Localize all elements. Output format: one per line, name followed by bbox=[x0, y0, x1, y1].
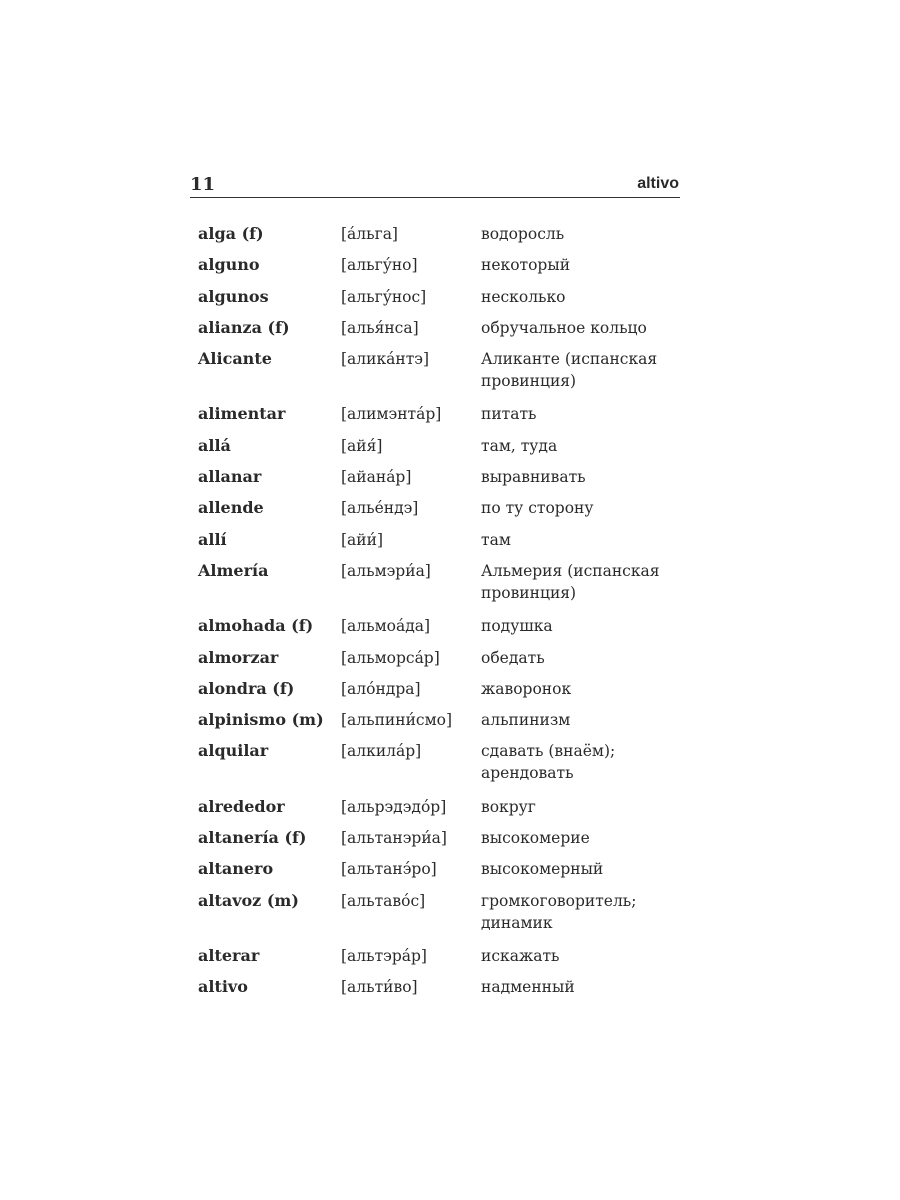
entry-translation: питать bbox=[481, 405, 537, 424]
entry-pronunciation: [алкила́р] bbox=[341, 742, 422, 761]
entry-word: algunos bbox=[198, 286, 269, 306]
dictionary-entry bbox=[198, 740, 680, 784]
entry-pronunciation: [алимэнта́р] bbox=[341, 405, 442, 424]
dictionary-entry bbox=[198, 223, 680, 245]
entry-translation: альпинизм bbox=[481, 711, 571, 730]
dictionary-entry bbox=[198, 976, 680, 998]
entry-pronunciation: [айана́р] bbox=[341, 468, 412, 487]
entry-word: almohada (f) bbox=[198, 616, 314, 636]
entry-pronunciation: [а́льга] bbox=[341, 225, 398, 243]
dictionary-entry bbox=[198, 560, 680, 604]
dictionary-entries bbox=[198, 223, 680, 1008]
entry-word: alpinismo (m) bbox=[198, 710, 324, 730]
entry-pronunciation: [альтанэ́ро] bbox=[341, 860, 437, 879]
entry-pronunciation: [алика́нтэ] bbox=[341, 350, 430, 369]
dictionary-entry bbox=[198, 615, 680, 637]
entry-translation: там bbox=[481, 530, 511, 549]
dictionary-entry bbox=[198, 858, 680, 880]
entry-word: altivo bbox=[198, 977, 248, 997]
entry-word: allí bbox=[198, 529, 227, 549]
entry-word: almorzar bbox=[198, 647, 279, 667]
entry-pronunciation: [альпини́смо] bbox=[341, 711, 453, 730]
dictionary-entry bbox=[198, 709, 680, 731]
entry-translation: Аликанте (испанская провинция) bbox=[481, 350, 658, 391]
running-head: altivo bbox=[637, 175, 679, 192]
dictionary-entry bbox=[198, 497, 680, 519]
dictionary-entry bbox=[198, 254, 680, 276]
entry-pronunciation: [айя́] bbox=[341, 436, 383, 455]
entry-pronunciation: [ало́ндра] bbox=[341, 679, 421, 698]
entry-word: alga (f) bbox=[198, 224, 264, 243]
entry-pronunciation: [альтанэри́а] bbox=[341, 829, 447, 848]
entry-translation: там, туда bbox=[481, 436, 558, 455]
entry-translation: выравнивать bbox=[481, 468, 586, 487]
entry-word: alrededor bbox=[198, 796, 285, 816]
dictionary-entry bbox=[198, 647, 680, 669]
page-number: 11 bbox=[190, 174, 216, 195]
entry-translation: высокомерный bbox=[481, 860, 604, 879]
entry-word: altanería (f) bbox=[198, 828, 307, 848]
entry-word: alianza (f) bbox=[198, 317, 290, 337]
dictionary-entry bbox=[198, 466, 680, 488]
dictionary-entry bbox=[198, 435, 680, 457]
entry-word: allá bbox=[198, 435, 231, 455]
entry-translation: сдавать (внаём); арендовать bbox=[481, 742, 616, 783]
entry-pronunciation: [альти́во] bbox=[341, 978, 418, 997]
entry-translation: Альмерия (испанская провинция) bbox=[481, 561, 660, 602]
entry-translation: подушка bbox=[481, 617, 553, 636]
entry-word: alondra (f) bbox=[198, 678, 295, 698]
entry-pronunciation: [альморса́р] bbox=[341, 648, 440, 667]
entry-pronunciation: [альмэри́а] bbox=[341, 561, 431, 580]
entry-translation: вокруг bbox=[481, 797, 536, 816]
dictionary-entry bbox=[198, 945, 680, 967]
entry-word: alguno bbox=[198, 255, 260, 275]
entry-pronunciation: [альрэдэдо́р] bbox=[341, 797, 447, 816]
entry-pronunciation: [алья́нса] bbox=[341, 318, 419, 337]
entry-pronunciation: [альтэра́р] bbox=[341, 946, 427, 965]
entry-word: altanero bbox=[198, 859, 274, 879]
dictionary-entry bbox=[198, 796, 680, 818]
dictionary-entry bbox=[198, 348, 680, 392]
dictionary-entry bbox=[198, 286, 680, 308]
entry-word: Almería bbox=[198, 560, 269, 580]
dictionary-entry bbox=[198, 403, 680, 425]
entry-pronunciation: [айи́] bbox=[341, 530, 383, 549]
entry-translation: по ту сторону bbox=[481, 499, 594, 518]
entry-translation: обручальное кольцо bbox=[481, 318, 647, 337]
entry-word: allanar bbox=[198, 467, 262, 487]
entry-translation: громкоговоритель; динамик bbox=[481, 891, 637, 932]
entry-pronunciation: [альгу́нос] bbox=[341, 287, 427, 306]
entry-translation: жаворонок bbox=[481, 679, 572, 698]
entry-translation: высокомерие bbox=[481, 829, 590, 848]
entry-pronunciation: [алье́ндэ] bbox=[341, 499, 419, 518]
entry-pronunciation: [альгу́но] bbox=[341, 256, 418, 275]
entry-translation: водоросль bbox=[481, 225, 565, 243]
dictionary-entry bbox=[198, 317, 680, 339]
entry-translation: надменный bbox=[481, 978, 575, 997]
dictionary-entry bbox=[198, 678, 680, 700]
entry-word: Alicante bbox=[198, 349, 272, 369]
entry-word: altavoz (m) bbox=[198, 890, 299, 910]
header-rule bbox=[190, 197, 680, 198]
entry-translation: несколько bbox=[481, 287, 566, 306]
dictionary-entry bbox=[198, 890, 680, 934]
entry-translation: искажать bbox=[481, 946, 560, 965]
entry-translation: некоторый bbox=[481, 256, 571, 275]
dictionary-entry bbox=[198, 827, 680, 849]
entry-word: allende bbox=[198, 498, 264, 518]
entry-translation: обедать bbox=[481, 648, 545, 667]
entry-word: alterar bbox=[198, 945, 260, 965]
entry-pronunciation: [альмоа́да] bbox=[341, 617, 431, 636]
entry-word: alimentar bbox=[198, 404, 286, 424]
dictionary-entry bbox=[198, 529, 680, 551]
entry-word: alquilar bbox=[198, 741, 269, 761]
entry-pronunciation: [альтаво́с] bbox=[341, 891, 426, 910]
